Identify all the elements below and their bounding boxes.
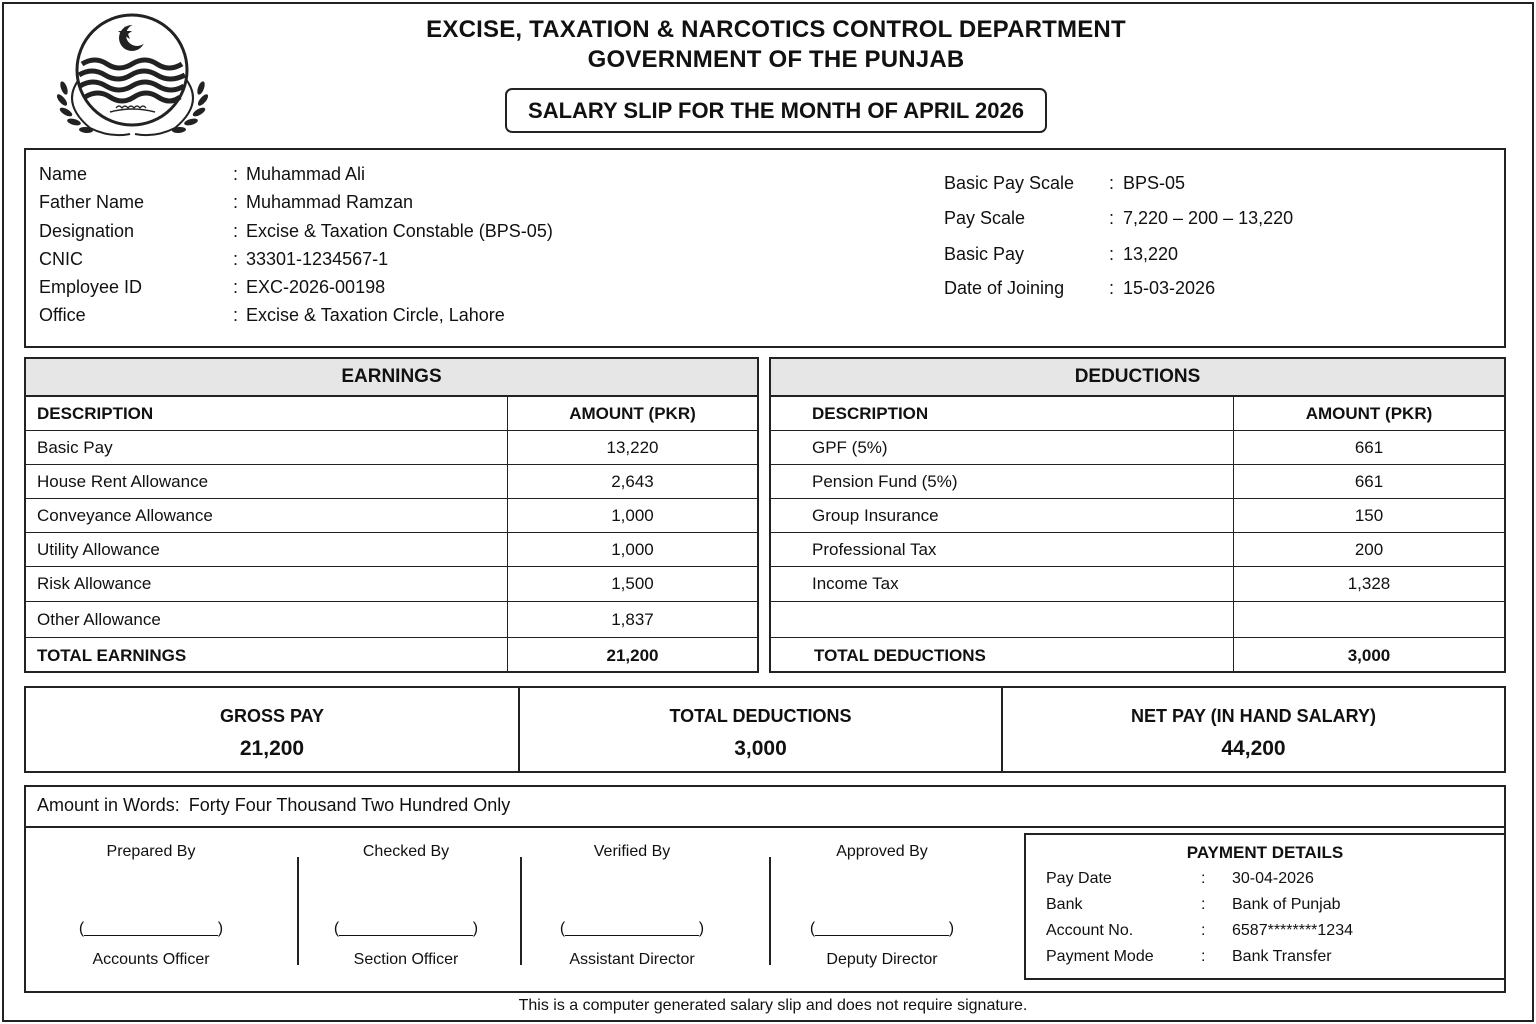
- deduction-desc: Pension Fund (5%): [812, 471, 958, 491]
- earning-amount: 2,643: [507, 465, 757, 498]
- gross-pay-label: GROSS PAY: [219, 706, 325, 726]
- table-row: [26, 499, 757, 533]
- info-label: Office: [39, 305, 86, 325]
- deduction-desc: Income Tax: [812, 574, 899, 593]
- info-label: Employee ID: [39, 277, 143, 297]
- payment-value: Bank Transfer: [1232, 948, 1332, 965]
- government-title: GOVERNMENT OF THE PUNJAB: [587, 46, 965, 73]
- signature-role: Assistant Director: [569, 951, 695, 968]
- gross-pay-cell: [26, 688, 518, 771]
- employee-info-box: [24, 148, 1506, 348]
- info-value: Muhammad Ramzan: [246, 192, 414, 212]
- table-row: [26, 431, 757, 465]
- amount-in-words: [26, 787, 1504, 828]
- payment-details-title: PAYMENT DETAILS: [1186, 843, 1344, 862]
- table-row: [771, 499, 1504, 533]
- table-row: [26, 567, 757, 602]
- deductions-total-label: TOTAL DEDUCTIONS: [814, 645, 986, 665]
- earnings-total-label: TOTAL EARNINGS: [37, 645, 187, 665]
- deductions-title: DEDUCTIONS: [771, 359, 1504, 397]
- info-separator: :: [233, 192, 239, 212]
- deductions-col-description: DESCRIPTION: [812, 403, 929, 423]
- info-separator: :: [233, 277, 239, 297]
- payment-value: 30-04-2026: [1232, 870, 1314, 887]
- info-label: Name: [39, 164, 88, 184]
- payment-separator: :: [1201, 870, 1206, 887]
- total-deductions-cell: [518, 688, 1001, 771]
- signature-role: Section Officer: [353, 951, 459, 968]
- signature-line: (_______________): [809, 920, 955, 937]
- deduction-desc: Group Insurance: [812, 505, 939, 525]
- divider: [520, 857, 522, 965]
- earning-amount: 13,220: [507, 431, 757, 464]
- info-value: EXC-2026-00198: [246, 277, 386, 297]
- info-value: 7,220 – 200 – 13,220: [1123, 208, 1294, 228]
- payment-separator: :: [1201, 948, 1206, 965]
- signature-role: Deputy Director: [826, 951, 938, 968]
- signature-line: (_______________): [78, 920, 224, 937]
- earning-amount: 1,500: [507, 567, 757, 601]
- info-label: Designation: [39, 221, 135, 241]
- deduction-amount: [1233, 602, 1504, 637]
- net-pay-cell: [1001, 688, 1504, 771]
- info-label: Father Name: [39, 192, 145, 212]
- footer-note: This is a computer generated salary slip and does not require signature.: [518, 997, 1028, 1014]
- payment-label: Account No.: [1046, 922, 1134, 939]
- earning-amount: 1,000: [507, 533, 757, 566]
- earning-desc: Risk Allowance: [37, 574, 152, 593]
- gross-pay-value: 21,200: [239, 737, 305, 760]
- payment-label: Payment Mode: [1046, 948, 1154, 965]
- table-row: [771, 567, 1504, 602]
- net-pay-value: 44,200: [1221, 737, 1286, 760]
- signature-line: (_______________): [333, 920, 479, 937]
- signature-title: Checked By: [362, 843, 450, 860]
- payment-label: Pay Date: [1046, 870, 1112, 887]
- earning-desc: Basic Pay: [37, 437, 113, 457]
- department-title: EXCISE, TAXATION & NARCOTICS CONTROL DEPARTMENT: [426, 16, 1126, 43]
- deduction-amount: 1,328: [1233, 567, 1504, 601]
- table-row: [26, 465, 757, 499]
- info-separator: :: [1109, 173, 1115, 193]
- total-deductions-value: 3,000: [734, 737, 787, 760]
- info-separator: :: [233, 164, 239, 184]
- earnings-total-row: [26, 638, 757, 673]
- earning-amount: 1,837: [507, 602, 757, 637]
- info-label: Date of Joining: [944, 278, 1065, 298]
- earning-desc: Conveyance Allowance: [37, 505, 213, 525]
- info-separator: :: [233, 305, 239, 325]
- info-value: 15-03-2026: [1123, 278, 1216, 298]
- info-label: CNIC: [39, 249, 83, 269]
- signature-title: Prepared By: [106, 843, 196, 860]
- divider: [769, 857, 771, 965]
- pay-summary: [24, 686, 1506, 773]
- deduction-desc: GPF (5%): [812, 437, 888, 457]
- deduction-amount: 661: [1233, 431, 1504, 464]
- table-row: [771, 431, 1504, 465]
- info-value: BPS-05: [1123, 173, 1186, 193]
- table-row: [26, 533, 757, 567]
- deductions-total-amount: 3,000: [1233, 638, 1504, 673]
- info-label: Pay Scale: [944, 208, 1026, 228]
- payment-label: Bank: [1046, 896, 1083, 913]
- earnings-title: EARNINGS: [26, 359, 757, 397]
- signature-role: Accounts Officer: [92, 951, 210, 968]
- payment-separator: :: [1201, 922, 1206, 939]
- info-separator: :: [1109, 244, 1115, 264]
- info-label: Basic Pay: [944, 244, 1025, 264]
- deductions-total-row: [771, 638, 1504, 673]
- amount-in-words-value: Forty Four Thousand Two Hundred Only: [188, 795, 511, 815]
- earnings-total-amount: 21,200: [507, 638, 757, 673]
- info-value: Muhammad Ali: [246, 164, 366, 184]
- earnings-col-amount: AMOUNT (PKR): [507, 397, 757, 430]
- signature-payment-section: [24, 785, 1506, 993]
- table-row: [26, 602, 757, 638]
- earning-desc: House Rent Allowance: [37, 471, 209, 491]
- payment-value: 6587********1234: [1232, 922, 1353, 939]
- table-row: [771, 465, 1504, 499]
- signature-title: Approved By: [836, 843, 928, 860]
- payment-details-box: [1024, 833, 1506, 980]
- total-deductions-label: TOTAL DEDUCTIONS: [669, 706, 852, 726]
- info-separator: :: [1109, 208, 1115, 228]
- deduction-amount: 200: [1233, 533, 1504, 566]
- info-label: Basic Pay Scale: [944, 173, 1075, 193]
- earning-amount: 1,000: [507, 499, 757, 532]
- net-pay-label: NET PAY (IN HAND SALARY): [1130, 706, 1377, 726]
- deductions-header-row: [771, 397, 1504, 431]
- info-value: Excise & Taxation Constable (BPS-05): [246, 221, 553, 241]
- info-separator: :: [1109, 278, 1115, 298]
- deductions-col-amount: AMOUNT (PKR): [1233, 397, 1504, 430]
- signature-title: Verified By: [593, 843, 671, 860]
- info-value: 33301-1234567-1: [246, 249, 389, 269]
- deduction-desc: Professional Tax: [812, 539, 937, 559]
- deduction-amount: 150: [1233, 499, 1504, 532]
- deductions-table: [769, 357, 1506, 673]
- earning-desc: Other Allowance: [37, 609, 161, 629]
- earning-desc: Utility Allowance: [37, 539, 160, 559]
- earnings-col-description: DESCRIPTION: [37, 403, 154, 423]
- info-value: 13,220: [1123, 244, 1179, 264]
- earnings-header-row: [26, 397, 757, 431]
- amount-in-words-label: Amount in Words:: [37, 795, 180, 815]
- deduction-amount: 661: [1233, 465, 1504, 498]
- table-row: [771, 533, 1504, 567]
- payment-value: Bank of Punjab: [1232, 896, 1341, 913]
- signature-line: (_______________): [559, 920, 705, 937]
- info-separator: :: [233, 221, 239, 241]
- slip-title: SALARY SLIP FOR THE MONTH OF APRIL 2026: [505, 88, 1047, 133]
- info-value: Excise & Taxation Circle, Lahore: [246, 305, 505, 325]
- info-separator: :: [233, 249, 239, 269]
- table-row: [771, 602, 1504, 638]
- earnings-table: [24, 357, 759, 673]
- divider: [297, 857, 299, 965]
- payment-separator: :: [1201, 896, 1206, 913]
